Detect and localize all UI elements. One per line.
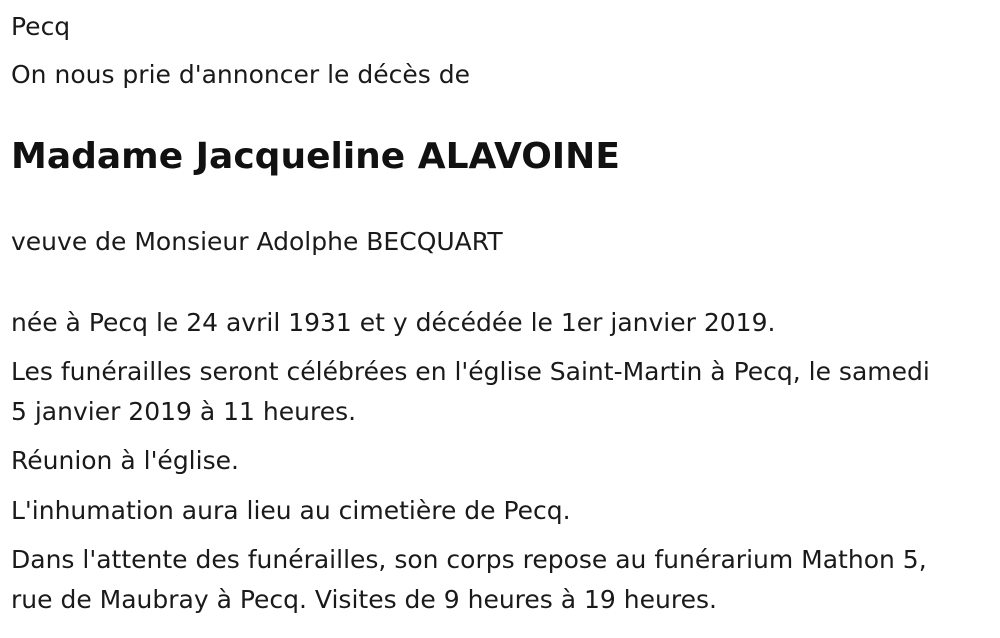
funeral-info-line-2: 5 janvier 2019 à 11 heures.	[11, 397, 357, 426]
reunion-info: Réunion à l'église.	[11, 446, 239, 475]
notice-place: Pecq	[11, 12, 71, 41]
funeral-info	[11, 352, 996, 432]
funerarium-info	[11, 540, 996, 620]
notice-intro: On nous prie d'annoncer le décès de	[11, 60, 470, 89]
funerarium-info-line-2: rue de Maubray à Pecq. Visites de 9 heures à 19 heures.	[11, 585, 717, 614]
burial-info: L'inhumation aura lieu au cimetière de Pecq.	[11, 496, 571, 525]
deceased-name: Madame Jacqueline ALAVOINE	[11, 136, 620, 177]
funeral-info-line-1: Les funérailles seront célébrées en l'église Saint-Martin à Pecq, le samedi	[11, 357, 930, 386]
birth-death-info: née à Pecq le 24 avril 1931 et y décédée le 1er janvier 2019.	[11, 308, 776, 337]
funerarium-info-line-1: Dans l'attente des funérailles, son corps repose au funérarium Mathon 5,	[11, 545, 927, 574]
spouse-info: veuve de Monsieur Adolphe BECQUART	[11, 227, 503, 256]
